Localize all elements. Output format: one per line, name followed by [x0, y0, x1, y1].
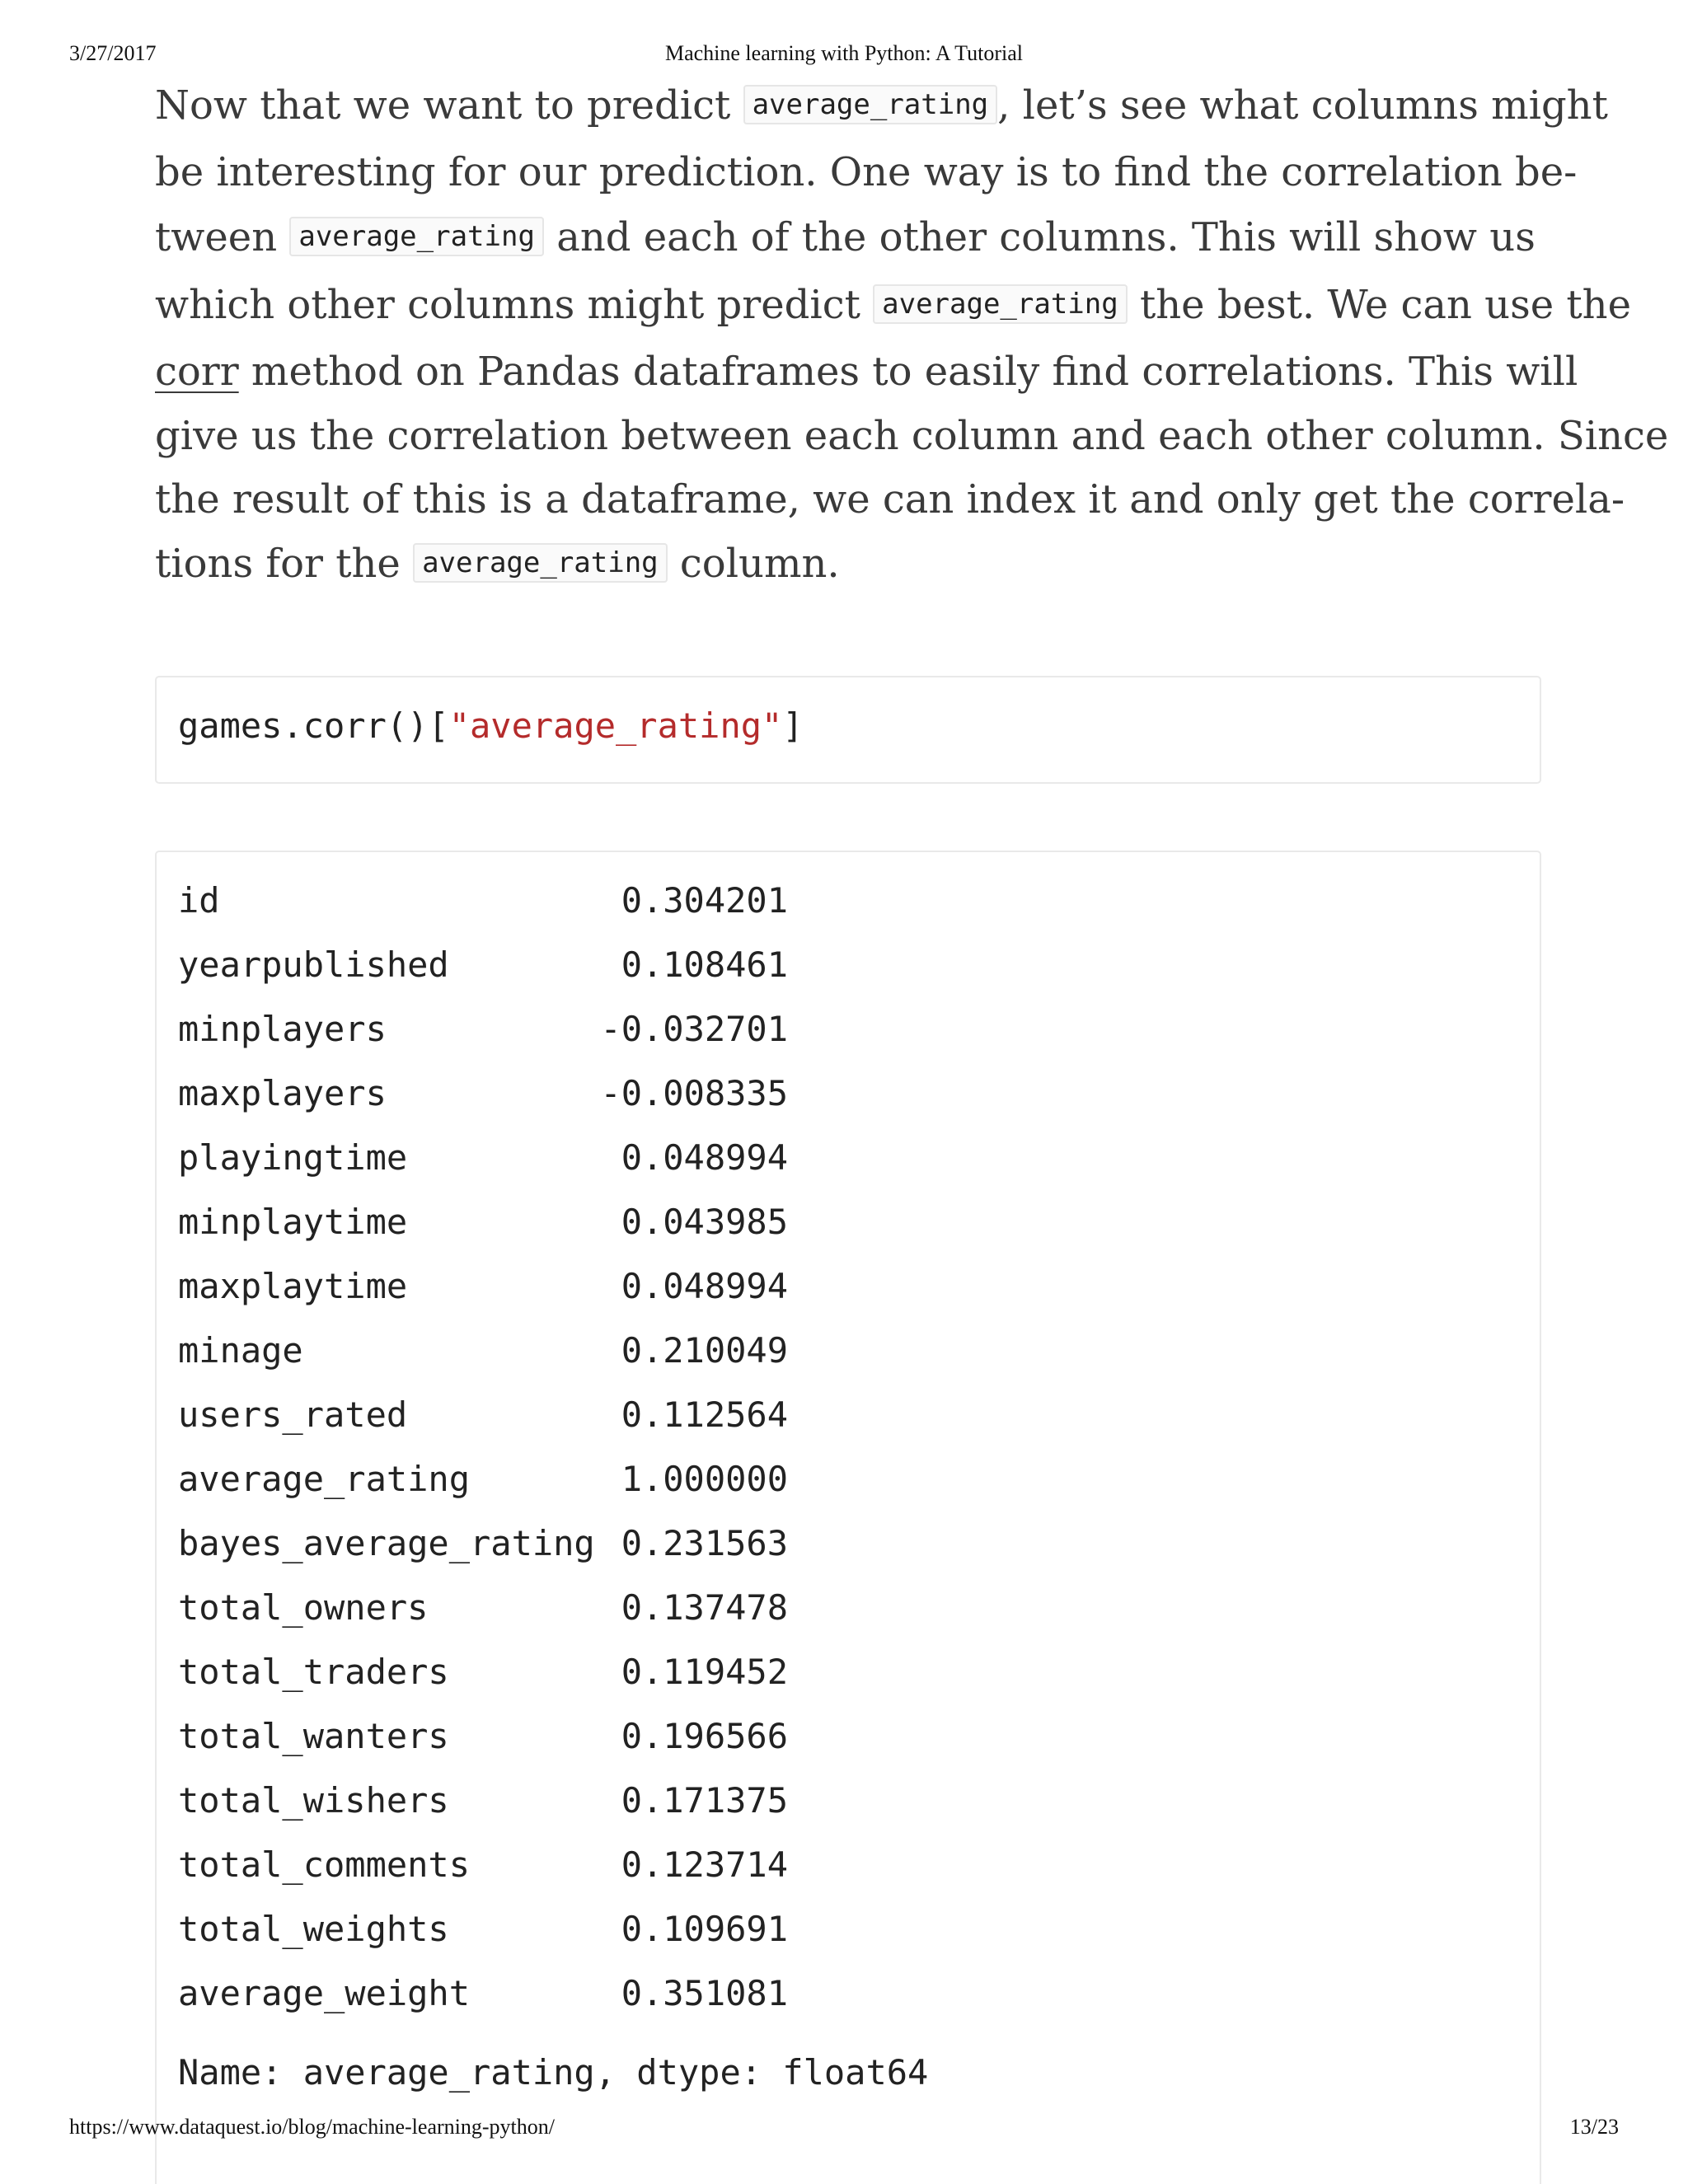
column-name: total_traders	[178, 1652, 449, 1692]
inline-code: average_rating	[413, 543, 668, 583]
correlation-value: -0.008335	[600, 1073, 788, 1113]
column-name: average_rating	[178, 1459, 471, 1499]
print-url: https://www.dataquest.io/blog/machine-learning-python/	[69, 2115, 555, 2139]
print-date: 3/27/2017	[69, 41, 157, 65]
code-text: games.corr()[	[178, 705, 449, 746]
column-name: maxplayers	[178, 1073, 387, 1113]
column-name: playingtime	[178, 1137, 408, 1178]
text: tween	[155, 214, 290, 260]
correlation-value: 0.119452	[621, 1652, 788, 1692]
output-series-footer: Name: average_rating, dtype: float64	[178, 2052, 929, 2093]
column-name: minplaytime	[178, 1202, 408, 1242]
correlation-value: 0.043985	[621, 1202, 788, 1242]
text: be interesting for our prediction. One way is to find the correlation be-	[155, 149, 1578, 195]
paragraph-line	[155, 76, 1608, 134]
column-name: bayes_average_rating	[178, 1523, 595, 1563]
page-number: 13/23	[1569, 2115, 1619, 2139]
correlation-value: 0.137478	[621, 1587, 788, 1628]
column-name: yearpublished	[178, 944, 449, 985]
text: the result of this is a dataframe, we can index it and only get the correla-	[155, 476, 1625, 523]
column-name: total_wanters	[178, 1716, 449, 1756]
column-name: id	[178, 880, 220, 921]
inline-code: average_rating	[873, 284, 1128, 324]
paragraph-line	[155, 534, 840, 592]
text: tions for the	[155, 541, 414, 587]
column-name: total_comments	[178, 1844, 471, 1885]
text: give us the correlation between each column and each other column. Since	[155, 413, 1669, 459]
correlation-value: 0.048994	[621, 1266, 788, 1306]
text: the best. We can use the	[1127, 282, 1631, 328]
paragraph-line	[155, 343, 1578, 401]
code-line	[178, 705, 804, 746]
column-name: minage	[178, 1330, 303, 1371]
column-name: users_rated	[178, 1394, 408, 1435]
text: Now that we want to predict	[155, 82, 743, 129]
paragraph-line	[155, 407, 1668, 465]
correlation-value: 0.109691	[621, 1909, 788, 1949]
paragraph-line	[155, 275, 1631, 333]
output-block	[155, 851, 1541, 2184]
code-text: ]	[782, 705, 804, 746]
column-name: average_weight	[178, 1973, 471, 2013]
correlation-value: 0.108461	[621, 944, 788, 985]
text: and each of the other columns. This will show us	[543, 214, 1536, 260]
correlation-value: 0.210049	[621, 1330, 788, 1371]
column-name: minplayers	[178, 1009, 387, 1049]
correlation-value: 0.196566	[621, 1716, 788, 1756]
code-string: "average_rating"	[448, 705, 783, 746]
correlation-value: -0.032701	[600, 1009, 788, 1049]
column-name: total_wishers	[178, 1780, 449, 1821]
text: column.	[667, 541, 840, 587]
correlation-value: 0.048994	[621, 1137, 788, 1178]
column-name: total_weights	[178, 1909, 449, 1949]
print-page-title: Machine learning with Python: A Tutorial	[664, 41, 1024, 65]
code-block	[155, 676, 1541, 784]
correlation-value: 0.171375	[621, 1780, 788, 1821]
correlation-value: 0.304201	[621, 880, 788, 921]
correlation-value: 1.000000	[621, 1459, 788, 1499]
corr-link[interactable]: corr	[155, 349, 239, 395]
column-name: total_owners	[178, 1587, 429, 1628]
inline-code: average_rating	[743, 85, 998, 124]
text: method on Pandas dataframes to easily find correlations. This will	[238, 349, 1578, 395]
paragraph-line	[155, 471, 1625, 528]
correlation-value: 0.231563	[621, 1523, 788, 1563]
correlation-value: 0.351081	[621, 1973, 788, 2013]
inline-code: average_rating	[289, 217, 544, 256]
paragraph-line	[155, 143, 1577, 201]
correlation-value: 0.112564	[621, 1394, 788, 1435]
correlation-value: 0.123714	[621, 1844, 788, 1885]
paragraph-line	[155, 208, 1536, 265]
text: , let’s see what columns might	[997, 82, 1608, 129]
text: which other columns might predict	[155, 282, 874, 328]
column-name: maxplaytime	[178, 1266, 408, 1306]
